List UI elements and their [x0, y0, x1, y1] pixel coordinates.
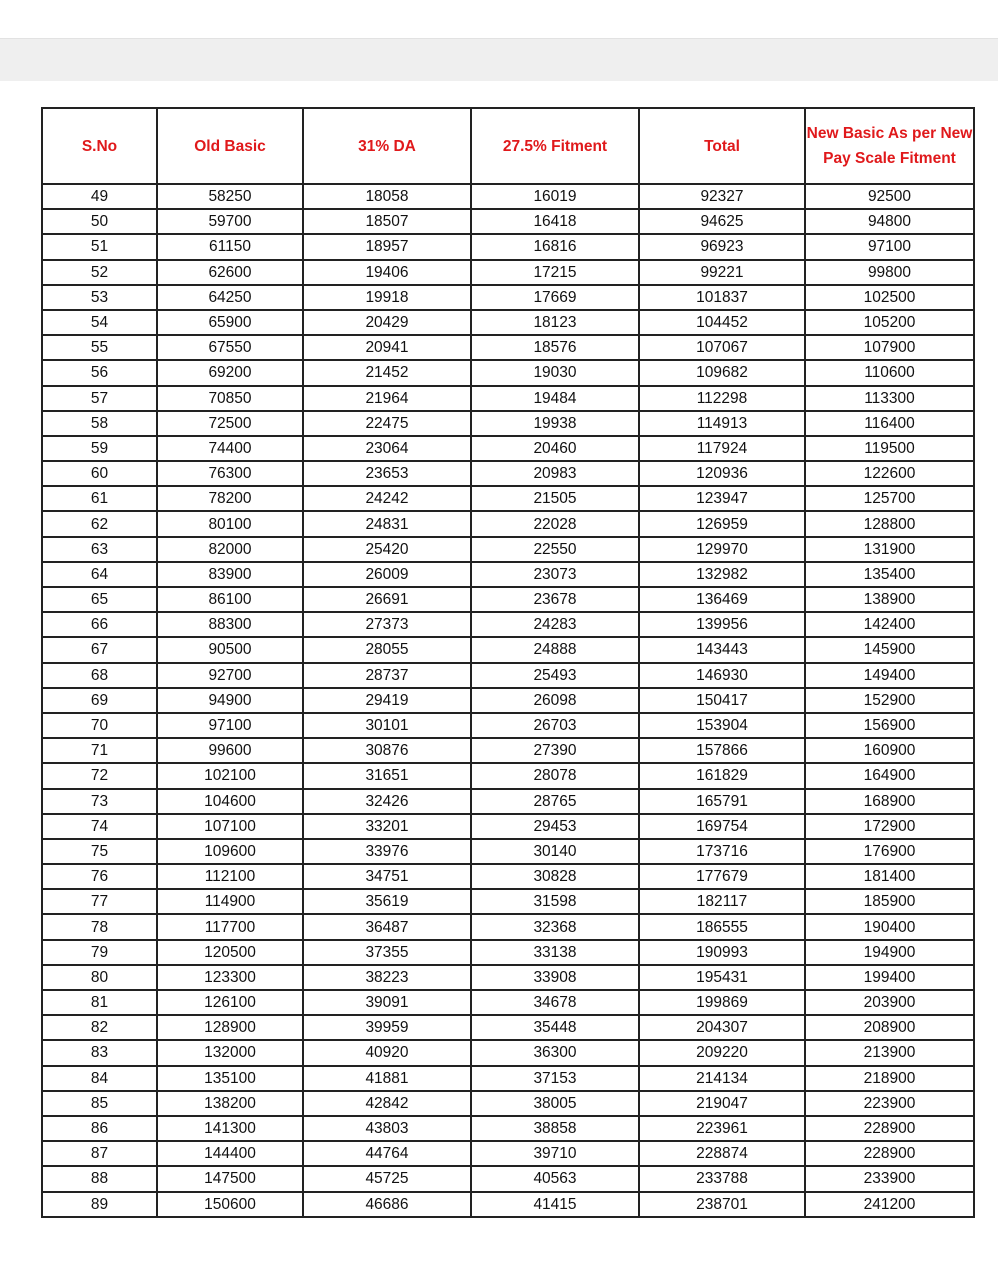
cell-new-basic: 223900 — [805, 1091, 974, 1116]
table-row — [42, 1015, 974, 1040]
cell-da: 26009 — [303, 562, 471, 587]
cell-sno: 78 — [42, 914, 157, 939]
cell-fitment: 22028 — [471, 511, 639, 536]
cell-old-basic: 80100 — [157, 511, 303, 536]
cell-fitment: 16418 — [471, 209, 639, 234]
cell-old-basic: 67550 — [157, 335, 303, 360]
cell-old-basic: 94900 — [157, 688, 303, 713]
table-row — [42, 486, 974, 511]
cell-da: 24831 — [303, 511, 471, 536]
cell-da: 25420 — [303, 537, 471, 562]
table-row — [42, 260, 974, 285]
cell-total: 112298 — [639, 386, 805, 411]
cell-da: 21964 — [303, 386, 471, 411]
cell-new-basic: 168900 — [805, 789, 974, 814]
cell-sno: 72 — [42, 763, 157, 788]
cell-da: 38223 — [303, 965, 471, 990]
cell-sno: 83 — [42, 1040, 157, 1065]
cell-old-basic: 138200 — [157, 1091, 303, 1116]
cell-fitment: 37153 — [471, 1066, 639, 1091]
cell-new-basic: 172900 — [805, 814, 974, 839]
cell-fitment: 22550 — [471, 537, 639, 562]
cell-new-basic: 203900 — [805, 990, 974, 1015]
cell-fitment: 16816 — [471, 234, 639, 259]
cell-new-basic: 199400 — [805, 965, 974, 990]
cell-da: 19406 — [303, 260, 471, 285]
cell-old-basic: 83900 — [157, 562, 303, 587]
cell-new-basic: 138900 — [805, 587, 974, 612]
cell-fitment: 26098 — [471, 688, 639, 713]
cell-total: 146930 — [639, 663, 805, 688]
header-sno: S.No — [42, 108, 157, 184]
cell-old-basic: 144400 — [157, 1141, 303, 1166]
table-row — [42, 436, 974, 461]
cell-fitment: 29453 — [471, 814, 639, 839]
cell-new-basic: 241200 — [805, 1192, 974, 1217]
cell-sno: 56 — [42, 360, 157, 385]
cell-sno: 55 — [42, 335, 157, 360]
cell-fitment: 23073 — [471, 562, 639, 587]
cell-total: 120936 — [639, 461, 805, 486]
cell-sno: 67 — [42, 637, 157, 662]
cell-new-basic: 185900 — [805, 889, 974, 914]
cell-da: 24242 — [303, 486, 471, 511]
cell-old-basic: 92700 — [157, 663, 303, 688]
cell-fitment: 25493 — [471, 663, 639, 688]
cell-sno: 86 — [42, 1116, 157, 1141]
cell-new-basic: 102500 — [805, 285, 974, 310]
cell-new-basic: 233900 — [805, 1166, 974, 1191]
cell-fitment: 40563 — [471, 1166, 639, 1191]
cell-new-basic: 97100 — [805, 234, 974, 259]
cell-fitment: 36300 — [471, 1040, 639, 1065]
cell-total: 177679 — [639, 864, 805, 889]
cell-sno: 85 — [42, 1091, 157, 1116]
cell-new-basic: 119500 — [805, 436, 974, 461]
cell-new-basic: 228900 — [805, 1116, 974, 1141]
cell-sno: 76 — [42, 864, 157, 889]
cell-old-basic: 112100 — [157, 864, 303, 889]
cell-total: 139956 — [639, 612, 805, 637]
cell-new-basic: 164900 — [805, 763, 974, 788]
table-row — [42, 310, 974, 335]
cell-total: 233788 — [639, 1166, 805, 1191]
cell-new-basic: 149400 — [805, 663, 974, 688]
cell-old-basic: 69200 — [157, 360, 303, 385]
cell-da: 36487 — [303, 914, 471, 939]
cell-old-basic: 82000 — [157, 537, 303, 562]
table-row — [42, 738, 974, 763]
cell-da: 39091 — [303, 990, 471, 1015]
cell-fitment: 32368 — [471, 914, 639, 939]
cell-da: 20429 — [303, 310, 471, 335]
cell-new-basic: 176900 — [805, 839, 974, 864]
cell-new-basic: 213900 — [805, 1040, 974, 1065]
table-row — [42, 864, 974, 889]
cell-fitment: 16019 — [471, 184, 639, 209]
cell-total: 190993 — [639, 940, 805, 965]
cell-sno: 73 — [42, 789, 157, 814]
table-row — [42, 914, 974, 939]
cell-da: 18957 — [303, 234, 471, 259]
cell-sno: 81 — [42, 990, 157, 1015]
cell-old-basic: 70850 — [157, 386, 303, 411]
cell-new-basic: 99800 — [805, 260, 974, 285]
cell-total: 109682 — [639, 360, 805, 385]
cell-da: 21452 — [303, 360, 471, 385]
cell-total: 94625 — [639, 209, 805, 234]
cell-sno: 82 — [42, 1015, 157, 1040]
cell-old-basic: 62600 — [157, 260, 303, 285]
cell-da: 28737 — [303, 663, 471, 688]
cell-fitment: 28078 — [471, 763, 639, 788]
cell-total: 173716 — [639, 839, 805, 864]
cell-old-basic: 78200 — [157, 486, 303, 511]
table-row — [42, 1116, 974, 1141]
table-row — [42, 990, 974, 1015]
cell-total: 99221 — [639, 260, 805, 285]
header-row — [42, 108, 974, 184]
cell-da: 28055 — [303, 637, 471, 662]
cell-fitment: 24283 — [471, 612, 639, 637]
cell-new-basic: 208900 — [805, 1015, 974, 1040]
cell-da: 27373 — [303, 612, 471, 637]
cell-sno: 64 — [42, 562, 157, 587]
cell-da: 39959 — [303, 1015, 471, 1040]
cell-sno: 79 — [42, 940, 157, 965]
pay-fitment-table — [41, 107, 975, 1218]
cell-old-basic: 76300 — [157, 461, 303, 486]
cell-total: 153904 — [639, 713, 805, 738]
table-row — [42, 285, 974, 310]
cell-new-basic: 131900 — [805, 537, 974, 562]
cell-total: 195431 — [639, 965, 805, 990]
cell-old-basic: 107100 — [157, 814, 303, 839]
cell-da: 45725 — [303, 1166, 471, 1191]
cell-fitment: 20983 — [471, 461, 639, 486]
table-row — [42, 688, 974, 713]
cell-sno: 87 — [42, 1141, 157, 1166]
table-row — [42, 335, 974, 360]
cell-new-basic: 194900 — [805, 940, 974, 965]
cell-fitment: 35448 — [471, 1015, 639, 1040]
cell-sno: 61 — [42, 486, 157, 511]
cell-fitment: 18123 — [471, 310, 639, 335]
cell-da: 35619 — [303, 889, 471, 914]
cell-old-basic: 120500 — [157, 940, 303, 965]
cell-total: 204307 — [639, 1015, 805, 1040]
table-row — [42, 637, 974, 662]
cell-total: 157866 — [639, 738, 805, 763]
cell-da: 23064 — [303, 436, 471, 461]
cell-new-basic: 94800 — [805, 209, 974, 234]
cell-da: 44764 — [303, 1141, 471, 1166]
cell-old-basic: 117700 — [157, 914, 303, 939]
cell-old-basic: 123300 — [157, 965, 303, 990]
table-row — [42, 839, 974, 864]
cell-old-basic: 150600 — [157, 1192, 303, 1217]
cell-fitment: 24888 — [471, 637, 639, 662]
table-row — [42, 1040, 974, 1065]
cell-fitment: 28765 — [471, 789, 639, 814]
cell-sno: 50 — [42, 209, 157, 234]
cell-da: 46686 — [303, 1192, 471, 1217]
cell-sno: 60 — [42, 461, 157, 486]
cell-da: 18507 — [303, 209, 471, 234]
cell-da: 22475 — [303, 411, 471, 436]
cell-da: 33976 — [303, 839, 471, 864]
cell-sno: 71 — [42, 738, 157, 763]
cell-new-basic: 92500 — [805, 184, 974, 209]
table-row — [42, 411, 974, 436]
cell-new-basic: 105200 — [805, 310, 974, 335]
cell-sno: 69 — [42, 688, 157, 713]
cell-fitment: 26703 — [471, 713, 639, 738]
cell-da: 37355 — [303, 940, 471, 965]
cell-sno: 80 — [42, 965, 157, 990]
cell-total: 199869 — [639, 990, 805, 1015]
cell-new-basic: 228900 — [805, 1141, 974, 1166]
cell-sno: 66 — [42, 612, 157, 637]
cell-da: 23653 — [303, 461, 471, 486]
cell-fitment: 38858 — [471, 1116, 639, 1141]
cell-da: 18058 — [303, 184, 471, 209]
table-row — [42, 562, 974, 587]
cell-total: 186555 — [639, 914, 805, 939]
cell-da: 19918 — [303, 285, 471, 310]
cell-fitment: 19938 — [471, 411, 639, 436]
table-row — [42, 1091, 974, 1116]
cell-sno: 52 — [42, 260, 157, 285]
header-total: Total — [639, 108, 805, 184]
cell-total: 117924 — [639, 436, 805, 461]
cell-fitment: 30140 — [471, 839, 639, 864]
cell-new-basic: 107900 — [805, 335, 974, 360]
cell-new-basic: 113300 — [805, 386, 974, 411]
table-row — [42, 234, 974, 259]
cell-sno: 62 — [42, 511, 157, 536]
table-row — [42, 587, 974, 612]
cell-total: 228874 — [639, 1141, 805, 1166]
table-row — [42, 209, 974, 234]
cell-new-basic: 156900 — [805, 713, 974, 738]
cell-sno: 89 — [42, 1192, 157, 1217]
table-row — [42, 940, 974, 965]
table-row — [42, 386, 974, 411]
table-row — [42, 461, 974, 486]
cell-da: 34751 — [303, 864, 471, 889]
cell-total: 114913 — [639, 411, 805, 436]
cell-sno: 58 — [42, 411, 157, 436]
cell-old-basic: 64250 — [157, 285, 303, 310]
cell-total: 129970 — [639, 537, 805, 562]
cell-old-basic: 86100 — [157, 587, 303, 612]
cell-da: 41881 — [303, 1066, 471, 1091]
table-row — [42, 1141, 974, 1166]
cell-sno: 70 — [42, 713, 157, 738]
cell-da: 40920 — [303, 1040, 471, 1065]
cell-new-basic: 135400 — [805, 562, 974, 587]
cell-total: 126959 — [639, 511, 805, 536]
cell-sno: 49 — [42, 184, 157, 209]
cell-sno: 75 — [42, 839, 157, 864]
cell-sno: 59 — [42, 436, 157, 461]
cell-total: 209220 — [639, 1040, 805, 1065]
cell-total: 96923 — [639, 234, 805, 259]
table-row — [42, 889, 974, 914]
cell-new-basic: 160900 — [805, 738, 974, 763]
cell-old-basic: 74400 — [157, 436, 303, 461]
cell-total: 136469 — [639, 587, 805, 612]
cell-old-basic: 126100 — [157, 990, 303, 1015]
cell-old-basic: 65900 — [157, 310, 303, 335]
cell-fitment: 33138 — [471, 940, 639, 965]
document-page — [41, 107, 973, 1218]
table-row — [42, 789, 974, 814]
cell-total: 238701 — [639, 1192, 805, 1217]
header-fitment: 27.5% Fitment — [471, 108, 639, 184]
cell-total: 182117 — [639, 889, 805, 914]
cell-old-basic: 128900 — [157, 1015, 303, 1040]
cell-old-basic: 141300 — [157, 1116, 303, 1141]
cell-sno: 77 — [42, 889, 157, 914]
cell-da: 20941 — [303, 335, 471, 360]
cell-sno: 51 — [42, 234, 157, 259]
cell-da: 42842 — [303, 1091, 471, 1116]
cell-da: 26691 — [303, 587, 471, 612]
cell-da: 30876 — [303, 738, 471, 763]
cell-da: 43803 — [303, 1116, 471, 1141]
cell-new-basic: 116400 — [805, 411, 974, 436]
cell-total: 104452 — [639, 310, 805, 335]
header-da: 31% DA — [303, 108, 471, 184]
cell-fitment: 20460 — [471, 436, 639, 461]
cell-fitment: 17669 — [471, 285, 639, 310]
table-row — [42, 537, 974, 562]
cell-da: 33201 — [303, 814, 471, 839]
table-row — [42, 612, 974, 637]
cell-total: 143443 — [639, 637, 805, 662]
cell-sno: 57 — [42, 386, 157, 411]
cell-da: 31651 — [303, 763, 471, 788]
cell-new-basic: 128800 — [805, 511, 974, 536]
cell-old-basic: 59700 — [157, 209, 303, 234]
cell-fitment: 19484 — [471, 386, 639, 411]
cell-total: 132982 — [639, 562, 805, 587]
cell-da: 30101 — [303, 713, 471, 738]
cell-old-basic: 90500 — [157, 637, 303, 662]
table-body — [42, 184, 974, 1217]
cell-total: 219047 — [639, 1091, 805, 1116]
cell-new-basic: 110600 — [805, 360, 974, 385]
cell-new-basic: 152900 — [805, 688, 974, 713]
cell-total: 123947 — [639, 486, 805, 511]
cell-fitment: 17215 — [471, 260, 639, 285]
cell-total: 107067 — [639, 335, 805, 360]
table-row — [42, 713, 974, 738]
cell-total: 101837 — [639, 285, 805, 310]
cell-fitment: 30828 — [471, 864, 639, 889]
cell-old-basic: 135100 — [157, 1066, 303, 1091]
table-row — [42, 663, 974, 688]
table-row — [42, 814, 974, 839]
cell-old-basic: 97100 — [157, 713, 303, 738]
toolbar-band — [0, 38, 998, 81]
cell-old-basic: 147500 — [157, 1166, 303, 1191]
cell-fitment: 27390 — [471, 738, 639, 763]
cell-new-basic: 142400 — [805, 612, 974, 637]
cell-fitment: 18576 — [471, 335, 639, 360]
cell-old-basic: 88300 — [157, 612, 303, 637]
table-row — [42, 360, 974, 385]
cell-sno: 74 — [42, 814, 157, 839]
cell-fitment: 33908 — [471, 965, 639, 990]
table-row — [42, 965, 974, 990]
cell-total: 165791 — [639, 789, 805, 814]
cell-total: 214134 — [639, 1066, 805, 1091]
cell-sno: 68 — [42, 663, 157, 688]
cell-old-basic: 58250 — [157, 184, 303, 209]
cell-old-basic: 99600 — [157, 738, 303, 763]
cell-fitment: 38005 — [471, 1091, 639, 1116]
cell-old-basic: 114900 — [157, 889, 303, 914]
cell-sno: 88 — [42, 1166, 157, 1191]
cell-new-basic: 145900 — [805, 637, 974, 662]
cell-new-basic: 218900 — [805, 1066, 974, 1091]
table-row — [42, 1166, 974, 1191]
cell-fitment: 19030 — [471, 360, 639, 385]
cell-total: 92327 — [639, 184, 805, 209]
cell-fitment: 34678 — [471, 990, 639, 1015]
cell-old-basic: 132000 — [157, 1040, 303, 1065]
header-new-basic: New Basic As per New Pay Scale Fitment — [805, 108, 974, 184]
cell-total: 169754 — [639, 814, 805, 839]
cell-old-basic: 72500 — [157, 411, 303, 436]
cell-total: 223961 — [639, 1116, 805, 1141]
cell-old-basic: 61150 — [157, 234, 303, 259]
cell-fitment: 41415 — [471, 1192, 639, 1217]
cell-total: 150417 — [639, 688, 805, 713]
table-row — [42, 1192, 974, 1217]
cell-fitment: 31598 — [471, 889, 639, 914]
cell-new-basic: 190400 — [805, 914, 974, 939]
cell-total: 161829 — [639, 763, 805, 788]
cell-old-basic: 104600 — [157, 789, 303, 814]
cell-fitment: 39710 — [471, 1141, 639, 1166]
cell-sno: 54 — [42, 310, 157, 335]
cell-sno: 65 — [42, 587, 157, 612]
cell-old-basic: 109600 — [157, 839, 303, 864]
table-row — [42, 184, 974, 209]
cell-sno: 63 — [42, 537, 157, 562]
cell-sno: 84 — [42, 1066, 157, 1091]
table-row — [42, 511, 974, 536]
cell-fitment: 23678 — [471, 587, 639, 612]
cell-fitment: 21505 — [471, 486, 639, 511]
table-row — [42, 763, 974, 788]
table-row — [42, 1066, 974, 1091]
cell-new-basic: 122600 — [805, 461, 974, 486]
cell-da: 32426 — [303, 789, 471, 814]
cell-da: 29419 — [303, 688, 471, 713]
cell-sno: 53 — [42, 285, 157, 310]
top-bar — [0, 0, 998, 38]
cell-new-basic: 181400 — [805, 864, 974, 889]
cell-new-basic: 125700 — [805, 486, 974, 511]
header-old-basic: Old Basic — [157, 108, 303, 184]
cell-old-basic: 102100 — [157, 763, 303, 788]
